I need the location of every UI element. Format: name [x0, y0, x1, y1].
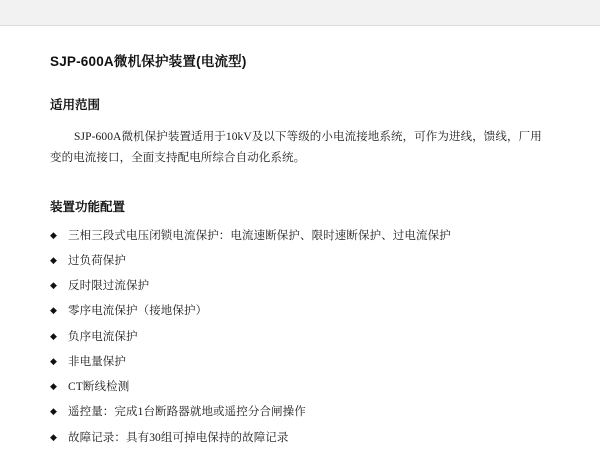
diamond-bullet-icon: ◆	[50, 330, 58, 341]
diamond-bullet-icon: ◆	[50, 431, 58, 442]
list-item	[50, 379, 552, 396]
diamond-bullet-icon: ◆	[50, 280, 58, 291]
list-item-label: 三相三段式电压闭锁电流保护：电流速断保护、限时速断保护、过电流保护	[68, 229, 451, 242]
diamond-bullet-icon: ◆	[50, 305, 58, 316]
list-item	[50, 228, 552, 245]
list-item	[50, 404, 552, 421]
list-item-label: 过负荷保护	[68, 254, 126, 267]
page-title: SJP-600A微机保护装置(电流型)	[50, 54, 247, 69]
list-item-label: 负序电流保护	[68, 330, 138, 343]
diamond-bullet-icon: ◆	[50, 406, 58, 417]
diamond-bullet-icon: ◆	[50, 381, 58, 392]
document-content	[0, 25, 600, 455]
list-item-label: 非电量保护	[68, 355, 126, 368]
feature-list	[50, 228, 552, 447]
list-item-label: 反时限过流保护	[68, 280, 150, 293]
section-heading-scope: 适用范围	[50, 97, 101, 112]
list-item-label: 故障记录：具有30组可掉电保持的故障记录	[68, 431, 289, 444]
page-top-band	[0, 0, 600, 26]
list-item	[50, 329, 552, 346]
diamond-bullet-icon: ◆	[50, 254, 58, 265]
list-item	[50, 253, 552, 270]
list-item-label: 遥控量：完成1台断路器就地或遥控分合闸操作	[68, 406, 306, 419]
list-item-label: CT断线检测	[68, 381, 130, 394]
list-item	[50, 278, 552, 295]
diamond-bullet-icon: ◆	[50, 355, 58, 366]
list-item	[50, 430, 552, 447]
list-item	[50, 303, 552, 320]
diamond-bullet-icon: ◆	[50, 229, 58, 240]
section-heading-functions: 装置功能配置	[50, 200, 126, 215]
scope-paragraph: SJP-600A微机保护装置适用于10kV及以下等级的小电流接地系统，可作为进线，馈线，厂用变的电流接口，全面支持配电所综合自动化系统。	[50, 130, 542, 165]
list-item-label: 零序电流保护（接地保护）	[68, 305, 208, 318]
list-item	[50, 354, 552, 371]
